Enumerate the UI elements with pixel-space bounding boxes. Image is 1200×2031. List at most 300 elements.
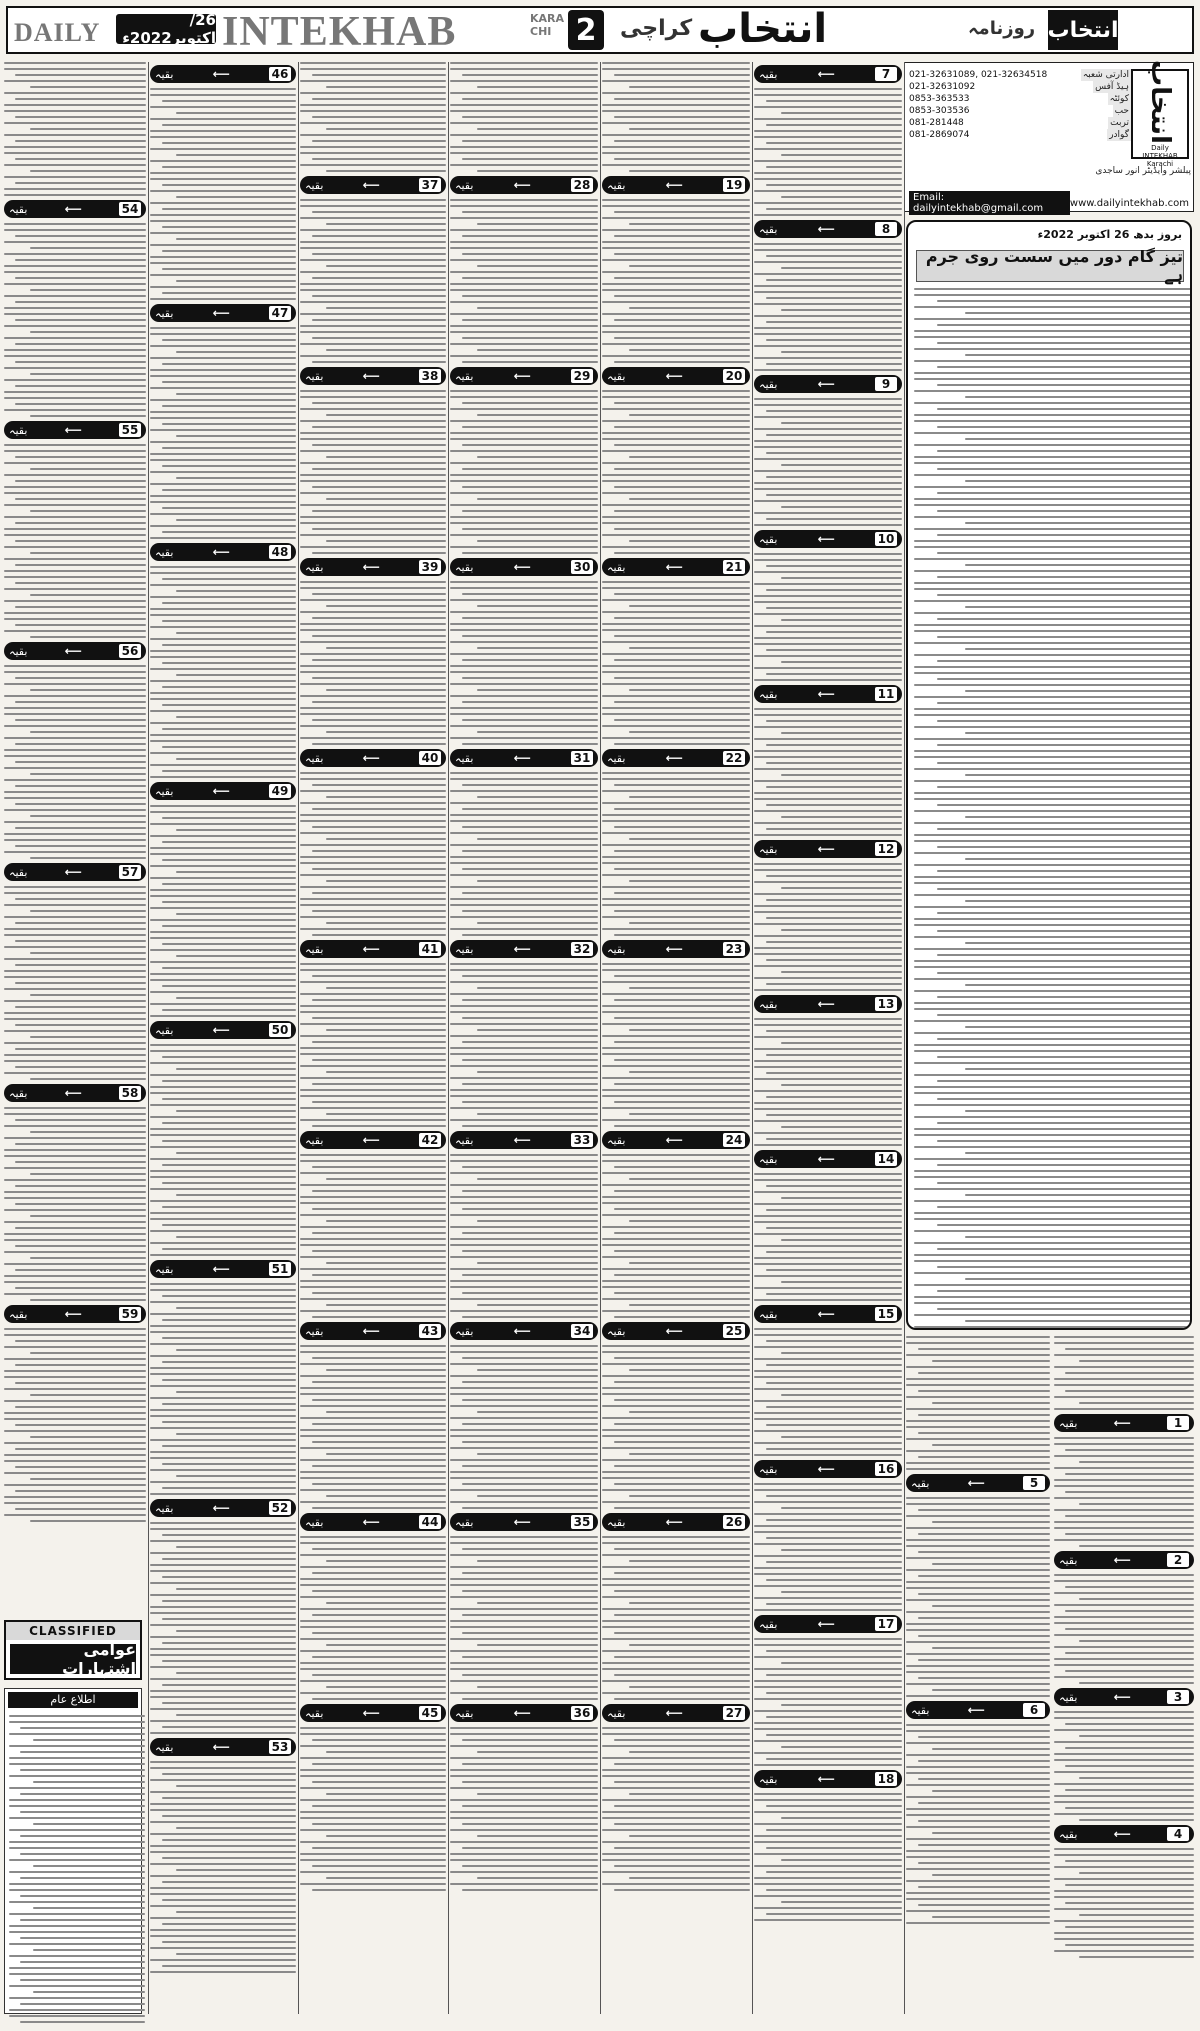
text-line (602, 122, 750, 124)
text-line (15, 845, 146, 847)
phone-number: 0853-363533 (909, 94, 970, 104)
text-line (150, 1086, 296, 1088)
banner-word: بقیہ (305, 942, 324, 956)
article-text (754, 88, 902, 216)
text-line (462, 1316, 598, 1318)
text-line (614, 552, 750, 554)
text-line (754, 1132, 902, 1134)
text-line (1054, 1616, 1194, 1618)
text-line (602, 683, 750, 685)
text-line (766, 1185, 902, 1187)
continuation-banner[interactable] (602, 749, 750, 767)
continuation-banner[interactable] (906, 1701, 1050, 1719)
text-line (450, 110, 598, 112)
continuation-banner[interactable] (150, 782, 296, 800)
text-line (965, 984, 1192, 986)
text-line (300, 671, 446, 673)
text-line (914, 1284, 1192, 1286)
text-line (450, 62, 598, 64)
text-line (150, 453, 296, 455)
continuation-banner[interactable] (1054, 1414, 1194, 1432)
text-line (906, 1384, 1050, 1386)
text-line (914, 1218, 1192, 1220)
continuation-banner[interactable] (754, 530, 902, 548)
continuation-banner[interactable] (4, 200, 146, 218)
text-line (300, 1387, 446, 1389)
continuation-banner[interactable] (450, 367, 598, 385)
text-line (450, 1536, 598, 1538)
text-line (150, 232, 296, 234)
text-line (150, 501, 296, 503)
continuation-banner[interactable] (754, 220, 902, 238)
text-line (450, 1883, 598, 1885)
text-line (602, 1883, 750, 1885)
text-line (614, 850, 750, 852)
text-line (602, 1775, 750, 1777)
text-line (754, 1275, 902, 1277)
text-line (30, 1478, 146, 1480)
text-line (30, 857, 146, 859)
text-line (300, 1286, 446, 1288)
article-text (602, 199, 750, 363)
masthead-karachi-line1: KARA (530, 12, 565, 25)
text-line (614, 468, 750, 470)
text-line (15, 1227, 146, 1229)
text-line (162, 1899, 296, 1901)
text-line (932, 1360, 1050, 1362)
text-line (450, 504, 598, 506)
text-line (300, 1214, 446, 1216)
text-line (150, 764, 296, 766)
email-link[interactable]: Email: dailyintekhab@gmail.com (909, 191, 1070, 215)
continuation-banner[interactable] (300, 749, 446, 767)
text-line (150, 1242, 296, 1244)
text-line (150, 1409, 296, 1411)
text-line (766, 1758, 902, 1760)
text-line (450, 772, 598, 774)
text-line (462, 1292, 598, 1294)
banner-number: 30 (571, 560, 593, 574)
text-line (906, 1683, 1050, 1685)
text-line (614, 253, 750, 255)
arrow-left-icon: ⟵ (362, 369, 380, 383)
text-line (614, 1399, 750, 1401)
text-line (1054, 1753, 1194, 1755)
banner-word: بقیہ (305, 1515, 324, 1529)
text-line (450, 199, 598, 201)
text-line (4, 683, 146, 685)
banner-word: بقیہ (9, 1086, 28, 1100)
text-line (9, 1901, 145, 1903)
text-line (4, 570, 146, 572)
text-line (312, 1614, 446, 1616)
text-line (4, 1454, 146, 1456)
continuation-banner[interactable] (300, 1704, 446, 1722)
text-line (4, 976, 146, 978)
text-line (450, 1787, 598, 1789)
continuation-banner[interactable] (150, 1260, 296, 1278)
text-line (162, 405, 296, 407)
text-line (450, 1214, 598, 1216)
text-line (15, 827, 146, 829)
continuation-banner[interactable] (4, 421, 146, 439)
continuation-banner[interactable] (450, 940, 598, 958)
text-line (150, 584, 296, 586)
continuation-banner[interactable] (602, 1322, 750, 1340)
continuation-banner[interactable] (754, 1460, 902, 1478)
continuation-banner[interactable] (450, 558, 598, 576)
text-line (914, 714, 1192, 716)
text-line (781, 1507, 902, 1509)
text-line (754, 202, 902, 204)
continuation-banner[interactable] (602, 367, 750, 385)
continuation-banner[interactable] (450, 176, 598, 194)
text-line (9, 1715, 145, 1717)
text-line (614, 1465, 750, 1467)
text-line (300, 1244, 446, 1246)
banner-word: بقیہ (305, 560, 324, 574)
text-line (754, 935, 902, 937)
text-line (462, 1739, 598, 1741)
text-line (614, 528, 750, 530)
text-line (754, 1841, 902, 1843)
continuation-banner[interactable] (150, 1738, 296, 1756)
text-line (150, 626, 296, 628)
text-line (15, 1006, 146, 1008)
continuation-banner[interactable] (754, 1305, 902, 1323)
text-line (312, 1847, 446, 1849)
text-line (20, 1811, 145, 1813)
text-line (602, 814, 750, 816)
text-line (602, 450, 750, 452)
text-line (614, 677, 750, 679)
text-line (150, 1851, 296, 1853)
text-line (477, 689, 598, 691)
banner-number: 47 (269, 306, 291, 320)
text-line (150, 483, 296, 485)
text-line (312, 211, 446, 213)
text-line (914, 1020, 1192, 1022)
text-line (614, 1847, 750, 1849)
text-line (914, 378, 1192, 380)
text-line (1054, 1592, 1194, 1594)
continuation-banner[interactable] (1054, 1551, 1194, 1569)
continuation-banner[interactable] (602, 1131, 750, 1149)
article-text (754, 1638, 902, 1766)
text-line (937, 762, 1192, 764)
text-line (914, 1176, 1192, 1178)
text-line (965, 522, 1192, 524)
text-line (450, 874, 598, 876)
continuation-banner[interactable] (602, 176, 750, 194)
text-line (150, 1015, 296, 1017)
text-line (477, 86, 598, 88)
text-line (312, 1632, 446, 1634)
article-text (754, 553, 902, 681)
text-line (602, 1871, 750, 1873)
text-line (450, 1668, 598, 1670)
phone-label: ادارتی شعبہ (1082, 70, 1129, 80)
text-line (312, 1190, 446, 1192)
text-line (914, 936, 1192, 938)
continuation-banner[interactable] (906, 1474, 1050, 1492)
continuation-banner[interactable] (450, 1322, 598, 1340)
text-line (162, 1098, 296, 1100)
text-line (30, 1257, 146, 1259)
text-line (1054, 1717, 1194, 1719)
text-line (602, 1554, 750, 1556)
text-line (33, 1949, 145, 1951)
text-line (150, 1493, 296, 1495)
arrow-left-icon: ⟵ (1113, 1690, 1131, 1704)
text-line (602, 1841, 750, 1843)
continuation-banner[interactable] (754, 375, 902, 393)
text-line (602, 1769, 750, 1771)
text-line (754, 780, 902, 782)
text-line (629, 265, 750, 267)
text-line (614, 934, 750, 936)
text-line (4, 229, 146, 231)
continuation-banner[interactable] (4, 1305, 146, 1323)
text-line (932, 1402, 1050, 1404)
text-line (300, 707, 446, 709)
text-line (1054, 1336, 1194, 1338)
text-line (150, 1522, 296, 1524)
text-line (965, 1278, 1192, 1280)
text-line (30, 1131, 146, 1133)
continuation-banner[interactable] (1054, 1825, 1194, 1843)
text-line (150, 931, 296, 933)
text-line (781, 1239, 902, 1241)
text-line (4, 755, 146, 757)
text-line (450, 707, 598, 709)
banner-number: 15 (875, 1307, 897, 1321)
text-line (906, 1438, 1050, 1440)
text-line (1065, 1944, 1194, 1946)
text-line (312, 1381, 446, 1383)
continuation-banner[interactable] (300, 1513, 446, 1531)
text-line (450, 104, 598, 106)
news-column (1054, 1336, 1194, 2014)
banner-number: 12 (875, 842, 897, 856)
continuation-banner[interactable] (4, 1084, 146, 1102)
text-line (4, 104, 146, 106)
text-line (754, 1567, 902, 1569)
continuation-banner[interactable] (754, 995, 902, 1013)
text-line (450, 1393, 598, 1395)
website-link[interactable]: www.dailyintekhab.com (1069, 197, 1189, 209)
text-line (300, 1256, 446, 1258)
text-line (766, 1138, 902, 1140)
text-line (30, 1520, 146, 1522)
continuation-banner[interactable] (300, 558, 446, 576)
text-line (150, 1732, 296, 1734)
text-line (932, 1647, 1050, 1649)
text-line (906, 1611, 1050, 1613)
text-line (150, 411, 296, 413)
text-line (602, 1727, 750, 1729)
banner-number: 27 (723, 1706, 745, 1720)
text-line (614, 444, 750, 446)
text-line (754, 1066, 902, 1068)
continuation-banner[interactable] (300, 1322, 446, 1340)
classified-box (4, 1620, 142, 1680)
text-line (312, 868, 446, 870)
text-line (4, 486, 146, 488)
text-line (15, 456, 146, 458)
text-line (477, 128, 598, 130)
text-line (1054, 1866, 1194, 1868)
text-line (312, 1805, 446, 1807)
text-line (15, 1203, 146, 1205)
text-line (312, 1017, 446, 1019)
continuation-banner[interactable] (602, 558, 750, 576)
text-line (300, 1154, 446, 1156)
text-line (754, 1388, 902, 1390)
text-line (937, 384, 1192, 386)
text-line (754, 708, 902, 710)
text-line (754, 1412, 902, 1414)
text-line (754, 756, 902, 758)
text-line (781, 1549, 902, 1551)
continuation-banner[interactable] (1054, 1688, 1194, 1706)
text-line (300, 1298, 446, 1300)
continuation-banner[interactable] (754, 1770, 902, 1788)
continuation-banner[interactable] (754, 1150, 902, 1168)
text-line (906, 1408, 1050, 1410)
text-line (450, 802, 598, 804)
article-text (602, 1345, 750, 1509)
text-line (754, 1799, 902, 1801)
text-line (150, 537, 296, 539)
article-text (754, 1483, 902, 1611)
text-line (462, 892, 598, 894)
text-line (450, 313, 598, 315)
text-line (602, 474, 750, 476)
text-line (754, 1108, 902, 1110)
banner-word: بقیہ (911, 1703, 930, 1717)
text-line (602, 1650, 750, 1652)
arrow-left-icon: ⟵ (362, 751, 380, 765)
banner-word: بقیہ (759, 842, 778, 856)
phone-number: 081-281448 (909, 118, 964, 128)
text-line (937, 702, 1192, 704)
continuation-banner[interactable] (4, 642, 146, 660)
text-line (918, 1802, 1050, 1804)
text-line (450, 1065, 598, 1067)
text-line (312, 552, 446, 554)
text-line (754, 1555, 902, 1557)
continuation-banner[interactable] (4, 863, 146, 881)
text-line (300, 1172, 446, 1174)
continuation-banner[interactable] (450, 1513, 598, 1531)
text-line (4, 1137, 146, 1139)
continuation-banner[interactable] (300, 176, 446, 194)
text-line (300, 898, 446, 900)
text-line (914, 768, 1192, 770)
text-line (614, 1232, 750, 1234)
text-line (754, 768, 902, 770)
text-line (602, 1095, 750, 1097)
column-divider (752, 62, 753, 2014)
text-line (766, 1269, 902, 1271)
continuation-banner[interactable] (450, 1131, 598, 1149)
continuation-banner[interactable] (150, 65, 296, 83)
continuation-banner[interactable] (754, 840, 902, 858)
text-line (312, 74, 446, 76)
text-line (30, 1352, 146, 1354)
text-line (914, 1128, 1192, 1130)
text-line (150, 919, 296, 921)
text-line (781, 774, 902, 776)
continuation-banner[interactable] (450, 1704, 598, 1722)
text-line (781, 1901, 902, 1903)
text-line (602, 886, 750, 888)
continuation-banner[interactable] (754, 65, 902, 83)
text-line (176, 1714, 296, 1716)
text-line (602, 134, 750, 136)
text-line (766, 1805, 902, 1807)
text-line (312, 486, 446, 488)
text-line (150, 1708, 296, 1710)
continuation-banner[interactable] (300, 367, 446, 385)
text-line (602, 1387, 750, 1389)
continuation-banner[interactable] (754, 1615, 902, 1633)
text-line (300, 713, 446, 715)
text-line (150, 1809, 296, 1811)
continuation-banner[interactable] (754, 685, 902, 703)
text-line (781, 422, 902, 424)
text-line (150, 650, 296, 652)
continuation-banner[interactable] (602, 940, 750, 958)
text-line (766, 1561, 902, 1563)
text-line (937, 954, 1192, 956)
text-line (300, 1542, 446, 1544)
text-line (450, 1680, 598, 1682)
text-line (754, 893, 902, 895)
text-line (4, 152, 146, 154)
continuation-banner[interactable] (602, 1513, 750, 1531)
continuation-banner[interactable] (150, 1021, 296, 1039)
text-line (629, 170, 750, 172)
continuation-banner[interactable] (150, 543, 296, 561)
continuation-banner[interactable] (602, 1704, 750, 1722)
text-line (629, 1453, 750, 1455)
continuation-banner[interactable] (150, 1499, 296, 1517)
continuation-banner[interactable] (450, 749, 598, 767)
continuation-banner[interactable] (300, 1131, 446, 1149)
text-line (162, 1558, 296, 1560)
continuation-banner[interactable] (300, 940, 446, 958)
continuation-banner[interactable] (150, 304, 296, 322)
text-line (300, 1435, 446, 1437)
text-line (15, 1448, 146, 1450)
text-line (450, 1005, 598, 1007)
text-line (1065, 1372, 1194, 1374)
text-line (914, 630, 1192, 632)
text-line (312, 1423, 446, 1425)
text-line (162, 662, 296, 664)
text-line (326, 796, 446, 798)
text-line (300, 1459, 446, 1461)
article-text (1054, 1848, 1194, 1958)
text-line (614, 1739, 750, 1741)
text-line (150, 889, 296, 891)
text-line (614, 1823, 750, 1825)
text-line (754, 911, 902, 913)
text-line (450, 1089, 598, 1091)
text-line (176, 1630, 296, 1632)
